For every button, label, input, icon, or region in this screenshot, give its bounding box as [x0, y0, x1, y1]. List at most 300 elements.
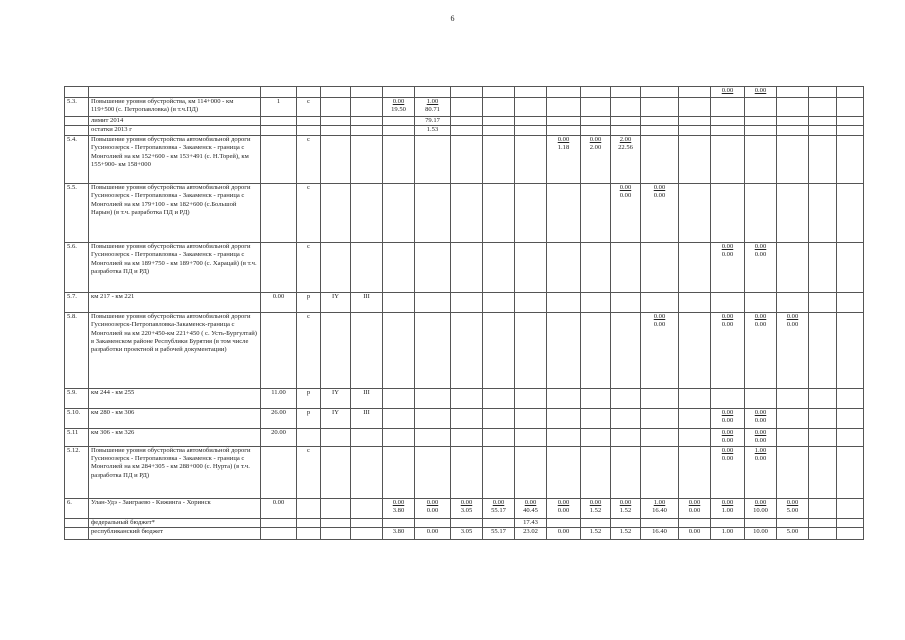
table-row	[65, 388, 864, 408]
cell-upper-value: 0.00	[392, 498, 405, 506]
table-cell: 79.17	[415, 117, 451, 126]
row-name-cell: км 306 - км 326	[89, 428, 261, 446]
table-cell	[547, 87, 581, 98]
table-cell	[641, 498, 679, 518]
table-cell	[745, 87, 777, 98]
table-cell	[383, 183, 415, 242]
table-row	[65, 126, 864, 135]
table-cell	[641, 312, 679, 388]
table-cell	[415, 408, 451, 428]
table-cell	[837, 183, 864, 242]
table-row	[65, 242, 864, 292]
table-cell	[483, 98, 515, 117]
table-cell	[415, 446, 451, 498]
table-cell	[515, 135, 547, 183]
cell-upper-value: 0.00	[786, 498, 799, 506]
row-name-cell: Повышение уровня обустройства автомобильной дороги Гусиноозерск - Петропавловка - Закаменск - граница с Монголией на км 179+100 - км 182+600 (с.Большой Нарын) (в т.ч. разработка ПД и РД)	[89, 183, 261, 242]
table-cell	[383, 126, 415, 135]
table-cell	[711, 135, 745, 183]
table-cell: 1.53	[415, 126, 451, 135]
table-cell	[415, 183, 451, 242]
table-cell: 0.00	[547, 528, 581, 540]
table-cell	[711, 428, 745, 446]
table-cell: р	[297, 292, 321, 312]
table-cell	[837, 518, 864, 527]
table-cell	[483, 87, 515, 98]
table-cell	[383, 292, 415, 312]
cell-upper-value: 1.00	[426, 98, 439, 105]
table-cell	[383, 98, 415, 117]
table-cell	[777, 312, 809, 388]
table-cell	[837, 98, 864, 117]
cell-upper-value: 0.00	[688, 498, 701, 506]
cell-lower-value: 0.00	[754, 321, 767, 329]
table-cell	[451, 117, 483, 126]
table-row	[65, 408, 864, 428]
table-cell	[321, 135, 351, 183]
table-row	[65, 292, 864, 312]
table-cell	[415, 98, 451, 117]
table-cell	[777, 292, 809, 312]
table-cell	[261, 518, 297, 527]
cell-lower-value: 1.52	[619, 507, 632, 515]
table-cell	[777, 183, 809, 242]
table-cell	[711, 126, 745, 135]
row-name-cell: км 244 - км 255	[89, 388, 261, 408]
table-cell	[611, 135, 641, 183]
table-cell	[679, 135, 711, 183]
table-cell	[809, 98, 837, 117]
table-cell	[547, 428, 581, 446]
table-cell	[383, 446, 415, 498]
table-cell: IY	[321, 292, 351, 312]
table-cell	[483, 117, 515, 126]
table-cell	[679, 183, 711, 242]
cell-lower-value: 0.00	[653, 192, 666, 200]
row-number-cell: 5.10.	[65, 408, 89, 428]
cell-lower-value: 0.00	[426, 507, 439, 515]
table-cell	[483, 292, 515, 312]
row-name-cell: остатки 2013 г	[89, 126, 261, 135]
cell-upper-value: 0.00	[754, 242, 767, 250]
table-cell	[415, 388, 451, 408]
table-cell: 23.02	[515, 528, 547, 540]
row-name-cell: Повышение уровня обустройства автомобильной дороги Гусиноозерск-Петропавловка-Закаменск-граница с Монголией на км 220+450-км 221+450 ( с. Усть-Бургултай) в Закаменском районе Республики Бурятия (в том числе разработки проектной и рабочей документации)	[89, 312, 261, 388]
table-cell	[451, 242, 483, 292]
cell-upper-value: 0.00	[557, 498, 570, 506]
table-cell	[351, 312, 383, 388]
table-cell: 1	[261, 98, 297, 117]
table-cell	[547, 183, 581, 242]
table-cell	[297, 518, 321, 527]
table-cell	[679, 312, 711, 388]
row-number-cell: 6.	[65, 498, 89, 518]
cell-lower-value: 0.00	[557, 507, 570, 515]
cell-upper-value: 1.00	[653, 498, 666, 506]
table-cell	[581, 428, 611, 446]
table-cell	[261, 312, 297, 388]
table-cell: 0.00	[415, 528, 451, 540]
row-number-cell: 5.7.	[65, 292, 89, 312]
table-cell	[321, 117, 351, 126]
table-cell	[321, 528, 351, 540]
table-cell	[837, 242, 864, 292]
cell-upper-value: 0.00	[589, 135, 602, 143]
row-name-cell: км 217 - км 221	[89, 292, 261, 312]
table-cell	[641, 87, 679, 98]
table-cell	[711, 292, 745, 312]
table-cell	[809, 292, 837, 312]
row-number-cell: 5.5.	[65, 183, 89, 242]
table-cell	[711, 388, 745, 408]
table-cell	[383, 518, 415, 527]
table-cell	[611, 87, 641, 98]
table-cell	[581, 446, 611, 498]
table-cell	[581, 98, 611, 117]
cell-lower-value: 0.00	[721, 455, 734, 463]
table-cell	[611, 388, 641, 408]
cell-upper-value: 0.00	[619, 498, 632, 506]
table-cell	[483, 242, 515, 292]
table-cell	[547, 388, 581, 408]
table-cell	[611, 312, 641, 388]
table-cell	[581, 135, 611, 183]
table-cell	[297, 528, 321, 540]
table-cell	[483, 183, 515, 242]
table-cell	[451, 428, 483, 446]
table-cell	[351, 498, 383, 518]
cell-upper-value: 1.00	[754, 446, 767, 454]
table-cell	[547, 312, 581, 388]
table-cell	[745, 98, 777, 117]
table-cell: 3.80	[383, 528, 415, 540]
table-cell	[837, 428, 864, 446]
table-cell	[777, 87, 809, 98]
table-cell	[451, 312, 483, 388]
table-cell: III	[351, 408, 383, 428]
table-cell	[611, 408, 641, 428]
table-cell	[261, 117, 297, 126]
table-cell	[451, 135, 483, 183]
table-cell	[515, 388, 547, 408]
table-cell: 1.00	[711, 528, 745, 540]
table-cell	[297, 87, 321, 98]
cell-lower-value: 1.52	[589, 507, 602, 515]
table-cell	[483, 126, 515, 135]
table-cell	[515, 183, 547, 242]
table-cell	[641, 292, 679, 312]
table-row	[65, 183, 864, 242]
table-cell	[383, 498, 415, 518]
cell-upper-value: 0.00	[619, 183, 632, 191]
table-cell	[745, 135, 777, 183]
table-cell	[483, 518, 515, 527]
table-cell	[745, 117, 777, 126]
cell-upper-value: 0.00	[524, 498, 537, 506]
table-cell	[515, 242, 547, 292]
table-cell	[777, 388, 809, 408]
cell-lower-value: 0.00	[721, 437, 734, 445]
table-cell	[321, 518, 351, 527]
row-name-cell: Улан-Удэ - Заиграево - Кижинга - Хоринск	[89, 498, 261, 518]
table-row	[65, 428, 864, 446]
table-cell	[451, 183, 483, 242]
table-cell	[515, 408, 547, 428]
table-cell	[321, 312, 351, 388]
table-cell	[679, 518, 711, 527]
cell-upper-value: 0.00	[589, 498, 602, 506]
table-cell	[711, 87, 745, 98]
table-cell	[809, 528, 837, 540]
table-cell	[297, 117, 321, 126]
cell-lower-value: 22.56	[618, 144, 633, 152]
cell-lower-value: 10.00	[753, 507, 768, 515]
table-cell	[547, 446, 581, 498]
table-cell	[581, 242, 611, 292]
table-cell	[711, 98, 745, 117]
page-number: 6	[450, 14, 455, 23]
row-name-cell: Повышение уровня обустройства автомобильной дороги Гусиноозерск - Петропавловка - Закаменск - граница с Монголией на км 189+750 - км 189+700 (с. Хаpацай) (в т.ч. разработка ПД и РД)	[89, 242, 261, 292]
table-cell	[611, 242, 641, 292]
table-cell: III	[351, 292, 383, 312]
cell-upper-value: 0.00	[786, 312, 799, 320]
table-cell	[679, 87, 711, 98]
cell-lower-value: 0.00	[653, 321, 666, 329]
table-cell	[383, 87, 415, 98]
table-cell: 10.00	[745, 528, 777, 540]
table-cell	[483, 388, 515, 408]
table-cell	[483, 408, 515, 428]
table-cell	[641, 135, 679, 183]
row-number-cell: 5.12.	[65, 446, 89, 498]
table-cell	[837, 528, 864, 540]
table-cell	[777, 98, 809, 117]
table-cell	[415, 87, 451, 98]
table-cell	[745, 388, 777, 408]
table-cell	[809, 428, 837, 446]
table-cell	[711, 312, 745, 388]
cell-lower-value: 3.05	[460, 507, 473, 515]
table-cell	[679, 117, 711, 126]
table-cell	[711, 117, 745, 126]
cell-lower-value: 1.18	[557, 144, 570, 152]
table-cell	[711, 498, 745, 518]
row-number-cell: 5.8.	[65, 312, 89, 388]
cell-upper-value: 0.00	[721, 87, 734, 94]
cell-upper-value: 0.00	[721, 446, 734, 454]
table-cell	[581, 126, 611, 135]
cell-upper-value: 0.00	[754, 312, 767, 320]
table-cell: 11.00	[261, 388, 297, 408]
table-cell	[641, 408, 679, 428]
cell-lower-value: 0.00	[688, 507, 701, 515]
table-cell	[547, 498, 581, 518]
table-cell	[711, 446, 745, 498]
cell-lower-value: 0.00	[619, 192, 632, 200]
table-cell	[581, 518, 611, 527]
table-cell	[321, 87, 351, 98]
row-number-cell	[65, 518, 89, 527]
table-cell	[383, 312, 415, 388]
table-cell	[777, 117, 809, 126]
table-cell	[351, 117, 383, 126]
row-name-cell: лимит 2014	[89, 117, 261, 126]
table-cell	[711, 518, 745, 527]
table-cell	[837, 292, 864, 312]
row-name-cell: Повышение уровня обустройства автомобильной дороги Гусиноозерск - Петропавловка - Закаменск - граница с Монголией на км 284+305 - км 288+000 (с. Нурта) (в т.ч. разработка ПД и РД)	[89, 446, 261, 498]
table-cell	[383, 117, 415, 126]
table-cell	[451, 498, 483, 518]
table-cell: III	[351, 388, 383, 408]
cell-upper-value: 0.00	[721, 408, 734, 416]
row-number-cell: 5.9.	[65, 388, 89, 408]
table-cell	[383, 388, 415, 408]
table-cell: 20.00	[261, 428, 297, 446]
table-cell: IY	[321, 388, 351, 408]
table-cell: с	[297, 446, 321, 498]
table-cell	[679, 428, 711, 446]
table-cell	[777, 428, 809, 446]
table-cell	[515, 117, 547, 126]
table-cell	[261, 528, 297, 540]
table-row	[65, 446, 864, 498]
cell-lower-value: 0.00	[721, 251, 734, 259]
table-cell	[641, 98, 679, 117]
row-number-cell: 5.6.	[65, 242, 89, 292]
table-cell	[483, 135, 515, 183]
table-cell	[679, 446, 711, 498]
table-cell	[321, 183, 351, 242]
table-cell: 1.52	[611, 528, 641, 540]
table-cell: 16.40	[641, 528, 679, 540]
table-cell	[451, 518, 483, 527]
table-cell	[383, 135, 415, 183]
table-cell	[581, 498, 611, 518]
table-cell	[745, 242, 777, 292]
table-cell	[351, 87, 383, 98]
table-cell: 17.43	[515, 518, 547, 527]
table-cell: с	[297, 183, 321, 242]
table-cell	[547, 292, 581, 312]
table-cell: 0.00	[261, 498, 297, 518]
table-cell	[261, 135, 297, 183]
cell-lower-value: 3.80	[392, 507, 405, 515]
table-cell	[837, 117, 864, 126]
cell-upper-value: 0.00	[721, 498, 734, 506]
cell-upper-value: 0.00	[754, 87, 767, 94]
row-number-cell	[65, 117, 89, 126]
cell-lower-value: 2.00	[589, 144, 602, 152]
table-cell	[351, 428, 383, 446]
table-cell	[297, 126, 321, 135]
table-cell	[383, 408, 415, 428]
table-cell	[837, 408, 864, 428]
table-cell	[809, 126, 837, 135]
table-cell	[483, 312, 515, 388]
table-cell	[809, 135, 837, 183]
table-cell: с	[297, 242, 321, 292]
table-cell	[351, 518, 383, 527]
table-row	[65, 98, 864, 117]
table-cell	[581, 292, 611, 312]
table-row	[65, 528, 864, 540]
table-cell	[261, 126, 297, 135]
table-cell: 5.00	[777, 528, 809, 540]
table-cell	[777, 126, 809, 135]
cell-lower-value: 0.00	[754, 417, 767, 425]
cell-upper-value: 0.00	[492, 498, 505, 506]
table-cell	[711, 242, 745, 292]
cell-lower-value: 0.00	[754, 251, 767, 259]
table-cell	[261, 87, 297, 98]
cell-lower-value: 5.00	[786, 507, 799, 515]
table-cell	[611, 183, 641, 242]
table-cell	[321, 98, 351, 117]
row-name-cell	[89, 87, 261, 98]
table-cell	[581, 87, 611, 98]
cell-lower-value: 0.00	[721, 417, 734, 425]
table-cell	[351, 528, 383, 540]
table-cell	[261, 242, 297, 292]
table-cell	[809, 312, 837, 388]
table-cell	[777, 242, 809, 292]
table-cell	[641, 183, 679, 242]
table-cell	[515, 126, 547, 135]
table-cell	[321, 428, 351, 446]
cell-lower-value: 0.00	[754, 437, 767, 445]
table-cell	[415, 292, 451, 312]
table-cell	[679, 388, 711, 408]
table-row	[65, 87, 864, 98]
table-cell	[809, 408, 837, 428]
table-cell	[297, 428, 321, 446]
table-cell: 1.52	[581, 528, 611, 540]
table-row	[65, 117, 864, 126]
table-cell: р	[297, 388, 321, 408]
table-cell	[777, 498, 809, 518]
table-cell	[483, 498, 515, 518]
table-cell	[837, 87, 864, 98]
table-cell	[515, 87, 547, 98]
table-cell: с	[297, 135, 321, 183]
table-cell	[581, 312, 611, 388]
cell-lower-value: 80.71	[425, 106, 440, 114]
cell-upper-value: 0.00	[460, 498, 473, 506]
table-cell	[451, 126, 483, 135]
table-cell	[745, 446, 777, 498]
table-cell	[837, 388, 864, 408]
table-cell	[611, 518, 641, 527]
table-cell: с	[297, 312, 321, 388]
table-cell	[581, 408, 611, 428]
table-cell	[837, 498, 864, 518]
table-cell	[515, 446, 547, 498]
table-cell	[547, 135, 581, 183]
table-cell	[711, 183, 745, 242]
cell-lower-value: 1.00	[721, 507, 734, 515]
table-cell	[837, 135, 864, 183]
table-cell	[679, 292, 711, 312]
cell-upper-value: 0.00	[426, 498, 439, 506]
table-cell	[415, 135, 451, 183]
table-cell	[483, 428, 515, 446]
table-cell	[451, 446, 483, 498]
row-name-cell: республиканский бюджет	[89, 528, 261, 540]
table-cell	[745, 498, 777, 518]
table-cell	[745, 518, 777, 527]
table-cell	[641, 242, 679, 292]
table-cell	[745, 428, 777, 446]
